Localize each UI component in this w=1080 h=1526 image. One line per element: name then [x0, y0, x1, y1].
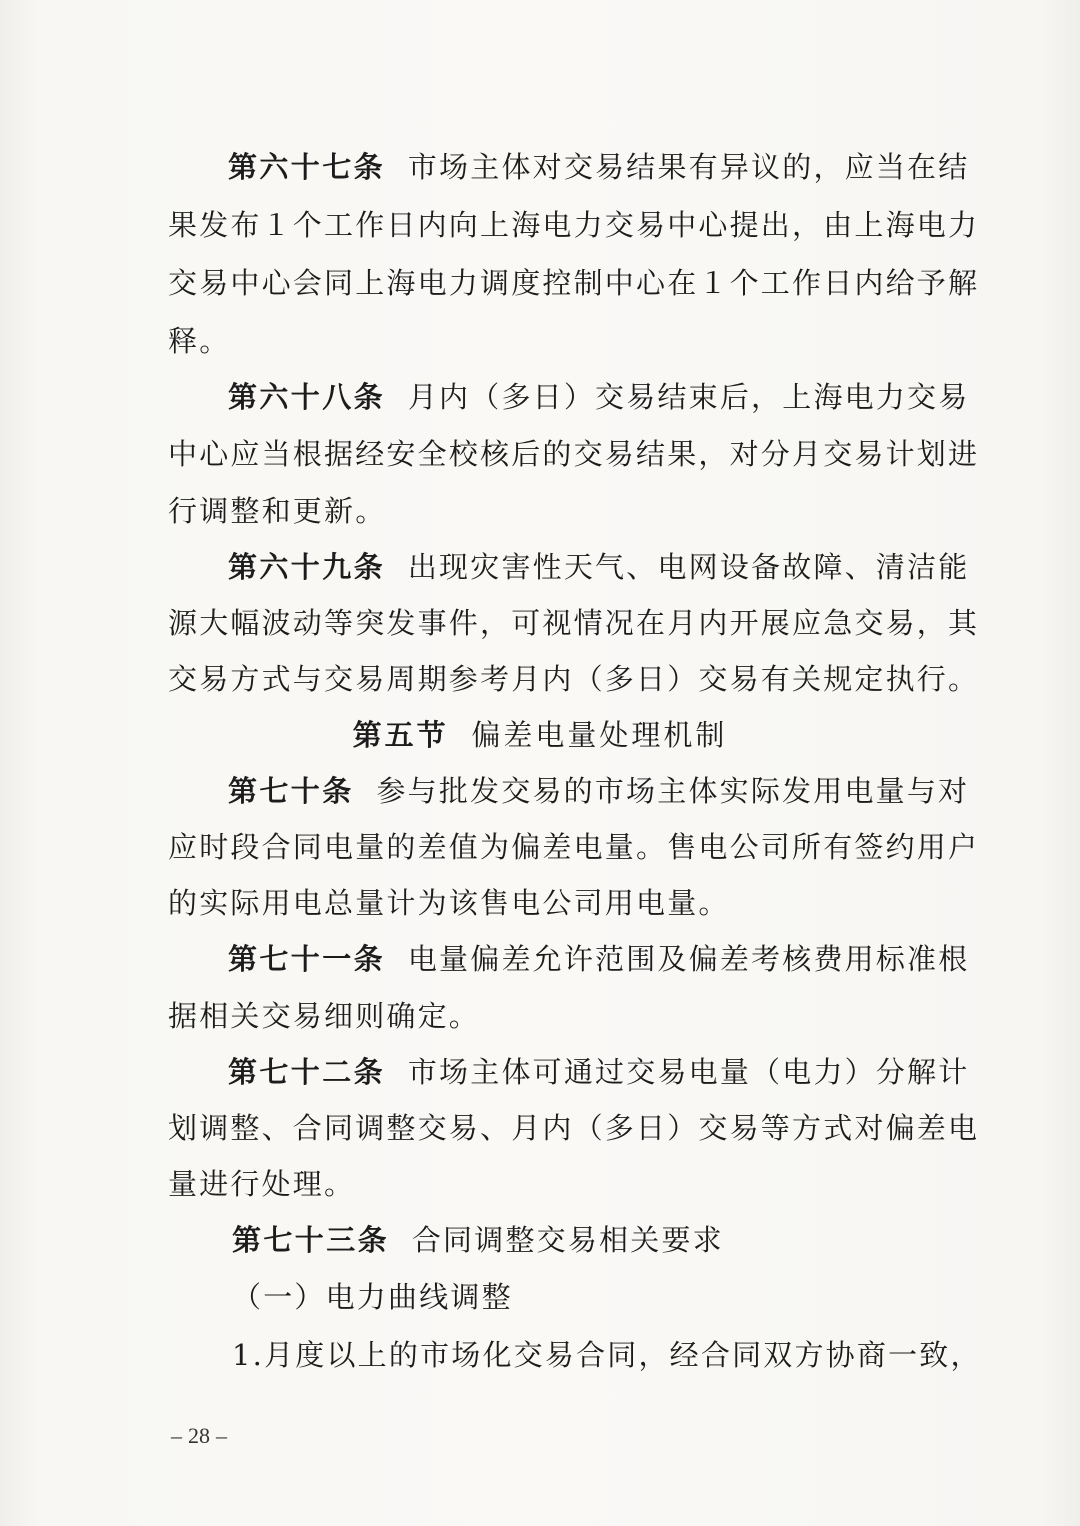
article-67-label: 第六十七条 [228, 150, 386, 184]
article-72-line-2: 划调整、合同调整交易、月内（多日）交易等方式对偏差电 [168, 1111, 980, 1145]
article-71-label: 第七十一条 [228, 942, 386, 976]
article-69-line-1 [228, 538, 970, 596]
article-68-label: 第六十八条 [228, 380, 386, 414]
page-number-value: 28 [188, 1423, 210, 1448]
article-71-line-2: 据相关交易细则确定。 [168, 999, 481, 1033]
article-71-text-1: 电量偏差允许范围及偏差考核费用标准根 [407, 942, 970, 976]
item-1-line-1: 1.月度以上的市场化交易合同，经合同双方协商一致， [232, 1338, 982, 1372]
article-70-line-3: 的实际用电总量计为该售电公司用电量。 [168, 886, 730, 920]
section-label: 第五节 [352, 718, 449, 752]
article-67-line-3: 交易中心会同上海电力调度控制中心在１个工作日内给予解 [168, 266, 980, 300]
article-70-line-1 [228, 762, 970, 820]
article-70-label: 第七十条 [228, 774, 354, 808]
page-number-dash-right: – [216, 1423, 227, 1448]
article-69-text-1: 出现灾害性天气、电网设备故障、清洁能 [407, 550, 970, 584]
article-67-text-1: 市场主体对交易结果有异议的，应当在结 [407, 150, 970, 184]
article-73-line-1 [232, 1211, 932, 1269]
page-number [165, 1420, 233, 1452]
subsection-heading: （一）电力曲线调整 [232, 1280, 513, 1314]
article-67-line-4: 释。 [168, 324, 231, 358]
article-68-line-1 [228, 368, 970, 426]
article-69-line-3: 交易方式与交易周期参考月内（多日）交易有关规定执行。 [168, 662, 980, 696]
article-70-text-1: 参与批发交易的市场主体实际发用电量与对 [376, 774, 970, 808]
article-68-line-2: 中心应当根据经安全校核后的交易结果，对分月交易计划进 [168, 437, 980, 471]
article-72-line-1 [228, 1043, 970, 1101]
article-71-line-1 [228, 930, 970, 988]
section-heading [0, 706, 1080, 764]
article-68-line-3: 行调整和更新。 [168, 494, 387, 528]
article-73-label: 第七十三条 [232, 1223, 390, 1257]
section-title: 偏差电量处理机制 [471, 718, 728, 752]
article-69-label: 第六十九条 [228, 550, 386, 584]
article-72-text-1: 市场主体可通过交易电量（电力）分解计 [407, 1055, 970, 1089]
article-72-label: 第七十二条 [228, 1055, 386, 1089]
article-72-line-3: 量进行处理。 [168, 1167, 356, 1201]
page-number-dash-left: – [171, 1423, 182, 1448]
article-68-text-1: 月内（多日）交易结束后，上海电力交易 [407, 380, 970, 414]
article-70-line-2: 应时段合同电量的差值为偏差电量。售电公司所有签约用户 [168, 830, 980, 864]
article-69-line-2: 源大幅波动等突发事件，可视情况在月内开展应急交易，其 [168, 606, 980, 640]
article-67-line-1 [228, 138, 970, 196]
article-73-text-1: 合同调整交易相关要求 [411, 1223, 724, 1257]
article-67-line-2: 果发布１个工作日内向上海电力交易中心提出，由上海电力 [168, 208, 980, 242]
